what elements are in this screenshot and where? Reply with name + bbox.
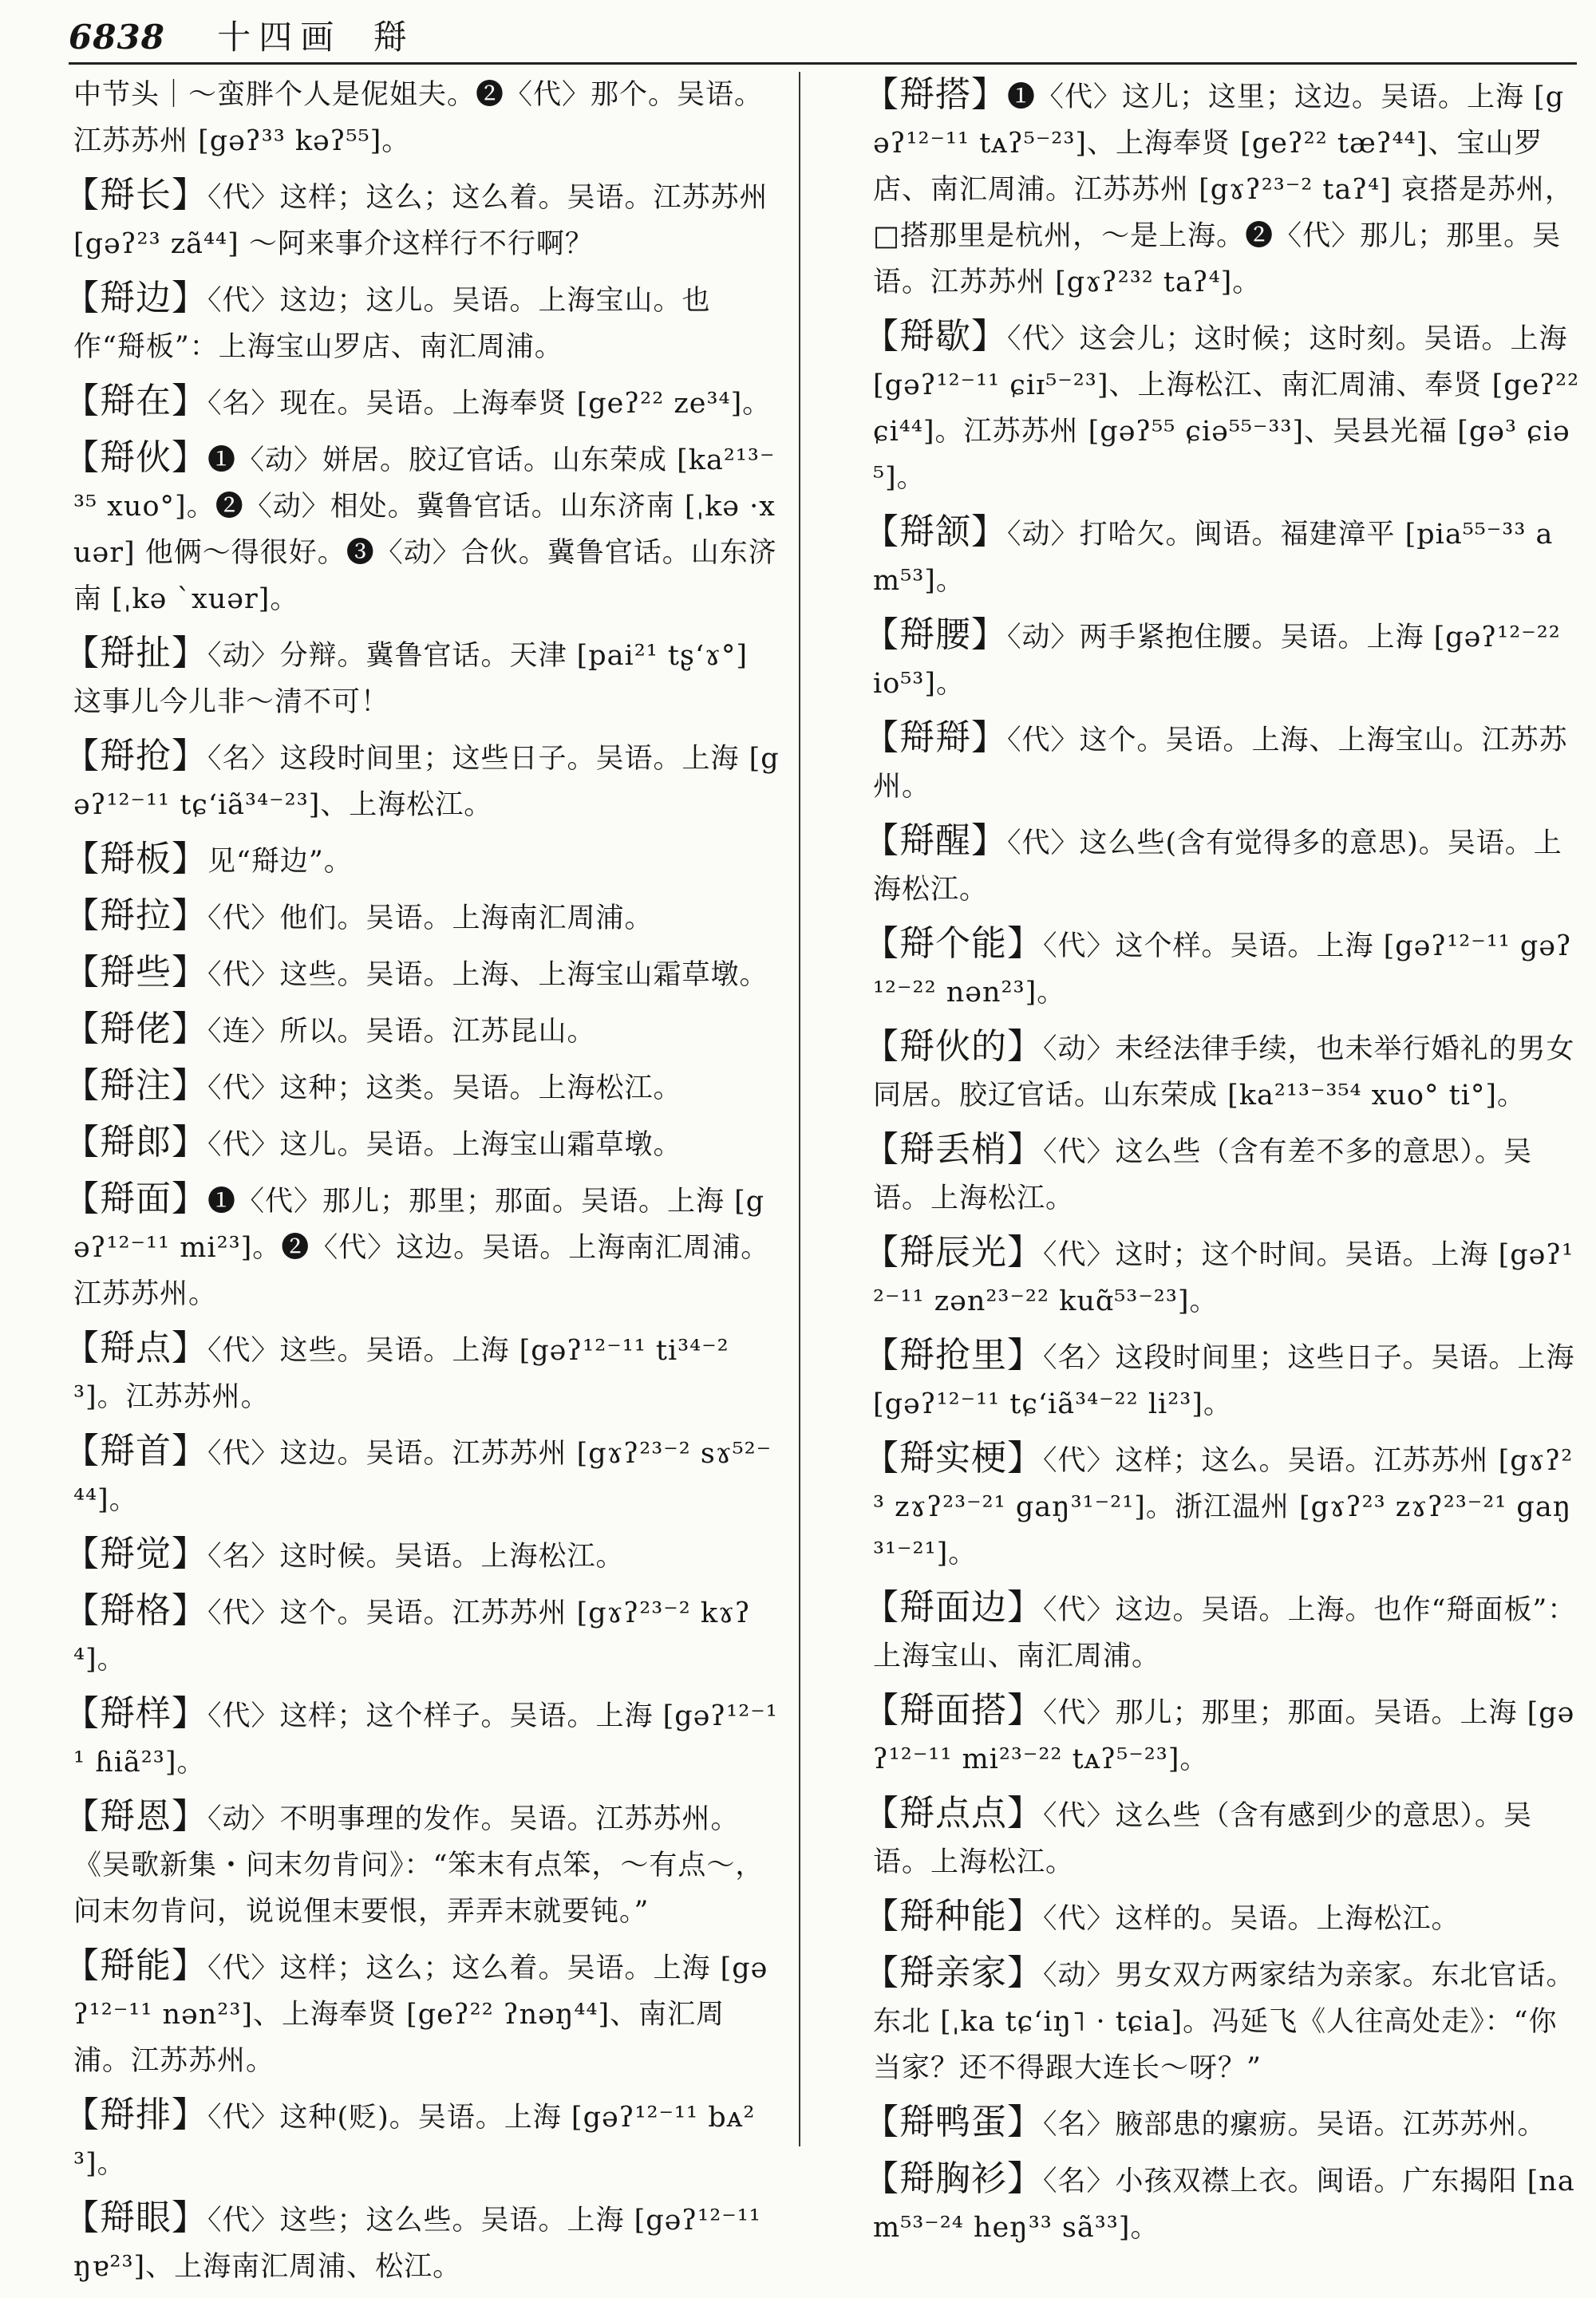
entry-definition: 〈名〉腋部患的瘰疬。吴语。江苏苏州。 [1043, 2109, 1547, 2141]
dictionary-entry [822, 1024, 1580, 1119]
entry-definition: 中节头｜～蛮胖个人是伲姐夫。❷〈代〉那个。吴语。江苏苏州 [gəʔ³³ kəʔ⁵⁵]。 [73, 79, 764, 157]
header-rule [69, 62, 1577, 65]
dictionary-entry [22, 378, 780, 427]
entry-headword: 【搿边】 [64, 278, 207, 318]
dictionary-entry [822, 1950, 1580, 2091]
entry-headword: 【搿醒】 [863, 820, 1007, 861]
entry-definition: 〈动〉两手紧抱住腰。吴语。上海 [gəʔ¹²⁻²² io⁵³]。 [873, 622, 1561, 700]
dictionary-entry [822, 72, 1580, 306]
entry-headword: 【搿板】 [64, 839, 207, 879]
dictionary-entry [822, 2156, 1580, 2251]
dictionary-entry [822, 1230, 1580, 1325]
entry-definition: 〈名〉小孩双襟上衣。闽语。广东揭阳 [nam⁵³⁻²⁴ heŋ³³ sã³³]。 [873, 2166, 1575, 2244]
entry-definition: 〈代〉这样；这个样子。吴语。上海 [gəʔ¹²⁻¹¹ ɦiã²³]。 [73, 1700, 778, 1779]
dictionary-entry [822, 1893, 1580, 1942]
entry-definition: 〈动〉男女双方两家结为亲家。东北官话。东北 [ˌka tɕʻiŋ˥ · tɕia]。冯延飞《人往高处走》：“你当家？还不得跟大连长～呀？” [873, 1960, 1575, 2084]
entry-definition: 〈名〉这段时间里；这些日子。吴语。上海 [gəʔ¹²⁻¹¹ tɕʻiã³⁴⁻²² li²³]。 [873, 1342, 1575, 1420]
entry-definition: 〈代〉这样；这么；这么着。吴语。江苏苏州 [gəʔ²³ zã⁴⁴] ～阿来事介这样行不行啊？ [73, 182, 768, 260]
entry-definition: 〈代〉这儿。吴语。上海宝山霜草墩。 [207, 1129, 682, 1161]
entry-definition: ❶〈动〉姘居。胶辽官话。山东荣成 [ka²¹³⁻³⁵ xuo°]。❷〈动〉相处。冀鲁官话。山东济南 [ˌkə ·xuər] 他俩～得很好。❸〈动〉合伙。冀鲁官话。山东济南 [ˌkə ˋxuər]。 [73, 444, 777, 615]
entry-headword: 【搿首】 [64, 1431, 207, 1471]
entry-headword: 【搿格】 [64, 1590, 207, 1631]
entry-definition: 〈代〉他们。吴语。上海南汇周浦。 [207, 902, 654, 934]
entry-headword: 【搿眼】 [64, 2197, 207, 2238]
entry-definition: 〈动〉不明事理的发作。吴语。江苏苏州。《吴歌新集・问末勿肯问》：“笨末有点笨，～有点～，问末勿肯问，说说俚末要恨，弄弄末就要钝。” [73, 1803, 764, 1928]
dictionary-entry [22, 2195, 780, 2290]
dictionary-entry [22, 630, 780, 725]
page-number: 6838 [69, 18, 165, 57]
entry-headword: 【搿恩】 [64, 1796, 207, 1837]
entry-definition: 〈代〉这个样。吴语。上海 [gəʔ¹²⁻¹¹ gəʔ¹²⁻²² nən²³]。 [873, 930, 1572, 1009]
dictionary-entry [822, 1127, 1580, 1222]
column-divider [799, 72, 800, 2146]
entry-definition: 〈代〉这些。吴语。上海、上海宝山霜草墩。 [207, 959, 768, 991]
entry-definition: 〈代〉这么些（含有感到少的意思）。吴语。上海松江。 [873, 1800, 1533, 1878]
dictionary-entry [822, 1333, 1580, 1427]
entry-headword: 【搿亲家】 [863, 1953, 1043, 1993]
dictionary-entry [822, 509, 1580, 604]
entry-headword: 【搿丢梢】 [863, 1129, 1043, 1170]
entry-headword: 【搿搭】 [863, 74, 1007, 115]
dictionary-entry [822, 715, 1580, 810]
entry-headword: 【搿长】 [64, 175, 207, 215]
dictionary-entry [22, 1531, 780, 1580]
dictionary-entry [22, 1176, 780, 1317]
entry-headword: 【搿伙】 [64, 437, 207, 478]
entry-definition: 〈名〉这时候。吴语。上海松江。 [207, 1541, 625, 1573]
entry-definition: 〈代〉这样的。吴语。上海松江。 [1043, 1903, 1460, 1935]
entry-headword: 【搿郎】 [64, 1122, 207, 1163]
entry-definition: 〈名〉现在。吴语。上海奉贤 [geʔ²² ze³⁴]。 [207, 388, 772, 420]
entry-definition: 〈代〉这边。吴语。江苏苏州 [gɤʔ²³⁻² sɤ⁵²⁻⁴⁴]。 [73, 1438, 772, 1516]
dictionary-entry [22, 893, 780, 942]
entry-headword: 【搿伙的】 [863, 1026, 1043, 1067]
entry-headword: 【搿辰光】 [863, 1232, 1043, 1273]
right-column [822, 72, 1580, 2259]
entry-headword: 【搿点点】 [863, 1793, 1043, 1834]
dictionary-entry [22, 733, 780, 828]
entry-headword: 【搿腰】 [863, 614, 1007, 655]
entry-definition: 〈代〉那儿；那里；那面。吴语。上海 [gəʔ¹²⁻¹¹ mi²³⁻²² tᴀʔ⁵⁻²³]。 [873, 1697, 1575, 1775]
entry-headword: 【搿佬】 [64, 1009, 207, 1049]
entry-definition: ❶〈代〉那儿；那里；那面。吴语。上海 [gəʔ¹²⁻¹¹ mi²³]。❷〈代〉这边。吴语。上海南汇周浦。江苏苏州。 [73, 1186, 770, 1310]
dictionary-entry [22, 1588, 780, 1683]
entry-headword: 【搿在】 [64, 381, 207, 421]
dictionary-entry [822, 2099, 1580, 2148]
dictionary-entry [822, 1688, 1580, 1783]
dictionary-entry [822, 921, 1580, 1016]
dictionary-entry [22, 1794, 780, 1935]
entry-headword: 【搿搿】 [863, 717, 1007, 758]
entry-headword: 【搿抢】 [64, 736, 207, 776]
entry-headword: 【搿样】 [64, 1693, 207, 1734]
entry-definition: 〈代〉这边。吴语。上海。也作“搿面板”：上海宝山、南汇周浦。 [873, 1594, 1577, 1672]
entry-headword: 【搿面边】 [863, 1587, 1043, 1628]
dictionary-entry [22, 2092, 780, 2187]
dictionary-entry [22, 836, 780, 885]
entry-headword: 【搿注】 [64, 1065, 207, 1106]
entry-headword: 【搿点】 [64, 1328, 207, 1368]
dictionary-entry [22, 435, 780, 622]
dictionary-entry [22, 1006, 780, 1055]
entry-headword: 【搿面搭】 [863, 1690, 1043, 1731]
entry-headword: 【搿面】 [64, 1179, 207, 1219]
entry-definition: 〈代〉这些。吴语。上海 [gəʔ¹²⁻¹¹ ti³⁴⁻²³]。江苏苏州。 [73, 1335, 729, 1413]
dictionary-entry [22, 1691, 780, 1786]
entry-definition: 〈动〉未经法律手续，也未举行婚礼的男女同居。胶辽官话。山东荣成 [ka²¹³⁻³⁵⁴ xuo° ti°]。 [873, 1033, 1575, 1111]
entry-definition: 见“搿边”。 [207, 846, 353, 878]
page-header [69, 14, 1577, 61]
dictionary-entry [822, 612, 1580, 707]
entry-headword: 【搿扯】 [64, 633, 207, 673]
entry-definition: 〈连〉所以。吴语。江苏昆山。 [207, 1016, 596, 1048]
entry-definition: ❶〈代〉这儿；这里；这边。吴语。上海 [gəʔ¹²⁻¹¹ tᴀʔ⁵⁻²³]、上海奉贤 [geʔ²² tæʔ⁴⁴]、宝山罗店、南汇周浦。江苏苏州 [gɤʔ²³⁻² taʔ⁴] 哀搭是苏州，□搭那里是杭州，～是上海。❷〈代〉那儿；那里。吴语。江苏苏州 [gɤʔ²³² taʔ⁴]。 [873, 81, 1574, 298]
dictionary-entry [822, 1791, 1580, 1885]
dictionary-entry [22, 1943, 780, 2084]
dictionary-entry [22, 950, 780, 998]
dictionary-entry [22, 1063, 780, 1111]
left-column [22, 72, 780, 2298]
entry-headword: 【搿种能】 [863, 1896, 1043, 1937]
dictionary-entry [22, 1119, 780, 1168]
dictionary-entry [22, 1428, 780, 1523]
entry-definition: 〈动〉打哈欠。闽语。福建漳平 [pia⁵⁵⁻³³ am⁵³]。 [873, 519, 1554, 597]
entry-headword: 【搿个能】 [863, 923, 1043, 964]
entry-definition: 〈动〉分辩。冀鲁官话。天津 [pai²¹ tʂʻɤ°] 这事儿今儿非～清不可！ [73, 640, 748, 718]
entry-headword: 【搿拉】 [64, 895, 207, 936]
dictionary-entry [822, 818, 1580, 913]
entry-headword: 【搿排】 [64, 2095, 207, 2135]
entry-headword: 【搿抢里】 [863, 1335, 1043, 1376]
entry-headword: 【搿能】 [64, 1945, 207, 1986]
entry-definition: 〈代〉这时；这个时间。吴语。上海 [gəʔ¹²⁻¹¹ zən²³⁻²² kuɑ̃⁵³⁻²³]。 [873, 1239, 1574, 1317]
entry-headword: 【搿歇】 [863, 316, 1007, 357]
entry-definition: 〈代〉这种；这类。吴语。上海松江。 [207, 1072, 682, 1104]
entry-headword: 【搿实梗】 [863, 1438, 1043, 1479]
entry-headword: 【搿觉】 [64, 1534, 207, 1574]
entry-definition: 〈代〉这些；这么些。吴语。上海 [gəʔ¹²⁻¹¹ ŋɐ²³]、上海南汇周浦、松江。 [73, 2205, 761, 2283]
entry-definition: 〈代〉这种(贬)。吴语。上海 [gəʔ¹²⁻¹¹ bᴀ²³]。 [73, 2102, 756, 2180]
section-title: 十四画 [217, 18, 342, 57]
entry-headword: 【搿胸衫】 [863, 2158, 1043, 2199]
entry-definition: 〈代〉这样；这么；这么着。吴语。上海 [gəʔ¹²⁻¹¹ nən²³]、上海奉贤 [geʔ²² ʔnəŋ⁴⁴]、南汇周浦。江苏苏州。 [73, 1953, 768, 2077]
dictionary-entry [22, 1325, 780, 1420]
entry-definition: 〈代〉这边；这儿。吴语。上海宝山。也作“搿板”：上海宝山罗店、南汇周浦。 [73, 285, 711, 363]
dictionary-entry [822, 314, 1580, 501]
entry-definition: 〈代〉这个。吴语。上海、上海宝山。江苏苏州。 [873, 725, 1568, 803]
entry-definition: 〈代〉这么些（含有差不多的意思）。吴语。上海松江。 [873, 1136, 1533, 1214]
dictionary-entry [822, 1435, 1580, 1577]
dictionary-entry [22, 72, 780, 164]
header-character: 搿 [373, 18, 407, 57]
entry-headword: 【搿鸭蛋】 [863, 2102, 1043, 2142]
entry-headword: 【搿些】 [64, 952, 207, 993]
dictionary-entry [22, 275, 780, 370]
entry-definition: 〈名〉这段时间里；这些日子。吴语。上海 [gəʔ¹²⁻¹¹ tɕʻiã³⁴⁻²³]、上海松江。 [73, 743, 780, 821]
entry-definition: 〈代〉这个。吴语。江苏苏州 [gɤʔ²³⁻² kɤʔ⁴]。 [73, 1597, 751, 1676]
entry-definition: 〈代〉这会儿；这时候；这时刻。吴语。上海 [gəʔ¹²⁻¹¹ ɕiɪ⁵⁻²³]、上海松江、南汇周浦、奉贤 [geʔ²² ɕi⁴⁴]。江苏苏州 [gəʔ⁵⁵ ɕiə⁵⁵⁻³³]、吴县光福 [gə³ ɕiə⁵]。 [873, 323, 1580, 494]
entry-headword: 【搿颔】 [863, 511, 1007, 552]
entry-definition: 〈代〉这么些(含有觉得多的意思)。吴语。上海松江。 [873, 827, 1562, 906]
entry-definition: 〈代〉这样；这么。吴语。江苏苏州 [gɤʔ²³ zɤʔ²³⁻²¹ gaŋ³¹⁻²¹]。浙江温州 [gɤʔ²³ zɤʔ²³⁻²¹ gaŋ³¹⁻²¹]。 [873, 1445, 1574, 1570]
dictionary-entry [822, 1585, 1580, 1680]
dictionary-entry [22, 172, 780, 267]
